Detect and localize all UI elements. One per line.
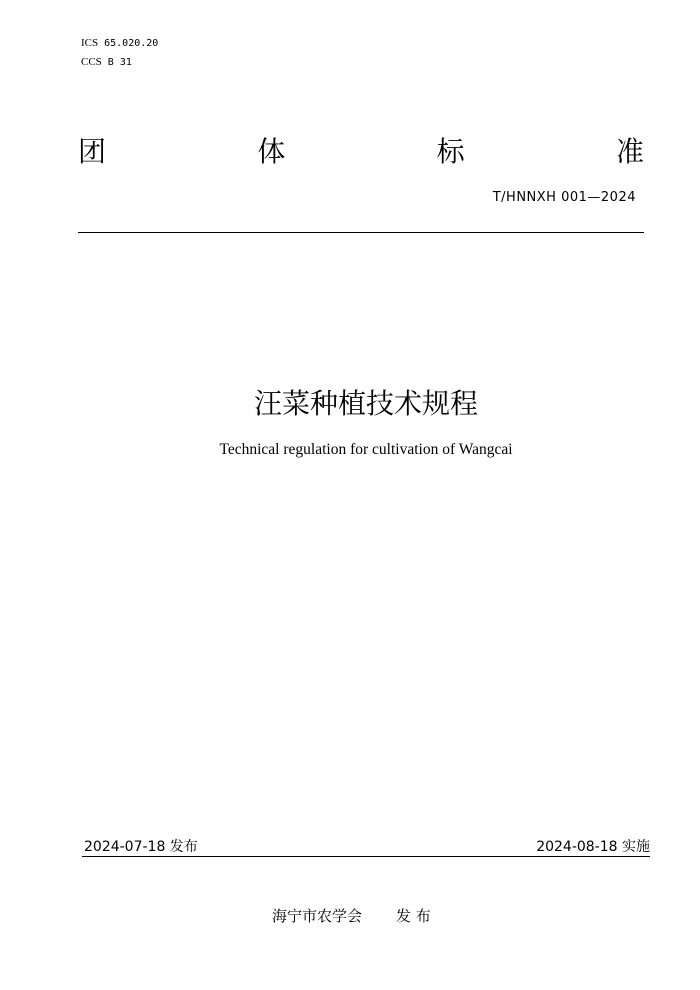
- top-divider: [78, 232, 644, 233]
- ccs-code: B 31: [107, 57, 132, 68]
- standard-number: T/HNNXH 001—2024: [492, 190, 636, 205]
- ccs-line: [81, 53, 158, 72]
- ccs-label: CCS: [81, 56, 102, 68]
- ics-line: [81, 34, 158, 53]
- heading-char-2: 体: [257, 135, 286, 168]
- ics-label: ICS: [81, 37, 99, 49]
- document-type-heading: [78, 134, 644, 170]
- classification-codes: [81, 34, 158, 72]
- implementation-date: 2024-08-18 实施: [536, 839, 650, 855]
- publisher-line: [272, 905, 431, 926]
- heading-char-4: 准: [615, 135, 644, 168]
- title-english: Technical regulation for cultivation of Wangcai: [219, 441, 513, 458]
- bottom-divider: [82, 856, 650, 857]
- ics-code: 65.020.20: [104, 38, 159, 49]
- title-chinese: 汪菜种植技术规程: [253, 387, 478, 420]
- heading-char-3: 标: [436, 135, 465, 168]
- heading-char-1: 团: [78, 135, 107, 168]
- issue-date: 2024-07-18 发布: [84, 839, 198, 855]
- publisher-name: 海宁市农学会: [272, 907, 363, 925]
- publisher-action: 发 布: [396, 907, 431, 925]
